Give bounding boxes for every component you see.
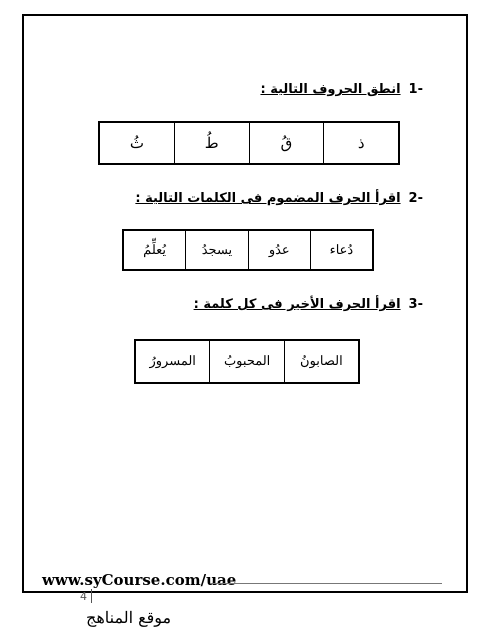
question-3-number: -3	[408, 297, 423, 312]
letter-cell: ذ	[324, 122, 399, 164]
footer-divider	[210, 583, 442, 584]
word-cell: عدُو	[248, 230, 310, 270]
question-2-heading	[135, 191, 423, 206]
page-number: 4	[80, 590, 87, 603]
question-3-heading	[194, 297, 423, 312]
word-cell: يُعلِّمُ	[123, 230, 186, 270]
question-1-text: انطق الحروف التالية :	[260, 82, 401, 97]
question-2-number: -2	[408, 191, 423, 206]
letter-cell: ثُ	[99, 122, 174, 164]
word-cell: يسجدُ	[186, 230, 249, 270]
word-cell: المحبوبُ	[210, 340, 284, 383]
question-1-letters-table	[98, 121, 400, 165]
word-cell: دُعاء	[310, 230, 373, 270]
question-2-words-table	[122, 229, 374, 271]
question-2-text: اقرأ الحرف المضموم فى الكلمات التالية :	[135, 191, 401, 206]
question-1-number: -1	[408, 82, 423, 97]
word-cell: المسرورُ	[135, 340, 210, 383]
letter-cell: قُ	[249, 122, 324, 164]
question-3-text: اقرأ الحرف الأخير فى كل كلمة :	[193, 297, 401, 312]
question-1-heading	[260, 82, 423, 97]
question-3-words-table	[134, 339, 360, 384]
footer-site-name: موقع المناهج	[86, 608, 172, 627]
word-cell: الصابونُ	[284, 340, 359, 383]
footer-url[interactable]: www.syCourse.com/uae	[42, 571, 237, 589]
page-number-divider	[91, 589, 92, 603]
letter-cell: طُ	[174, 122, 249, 164]
